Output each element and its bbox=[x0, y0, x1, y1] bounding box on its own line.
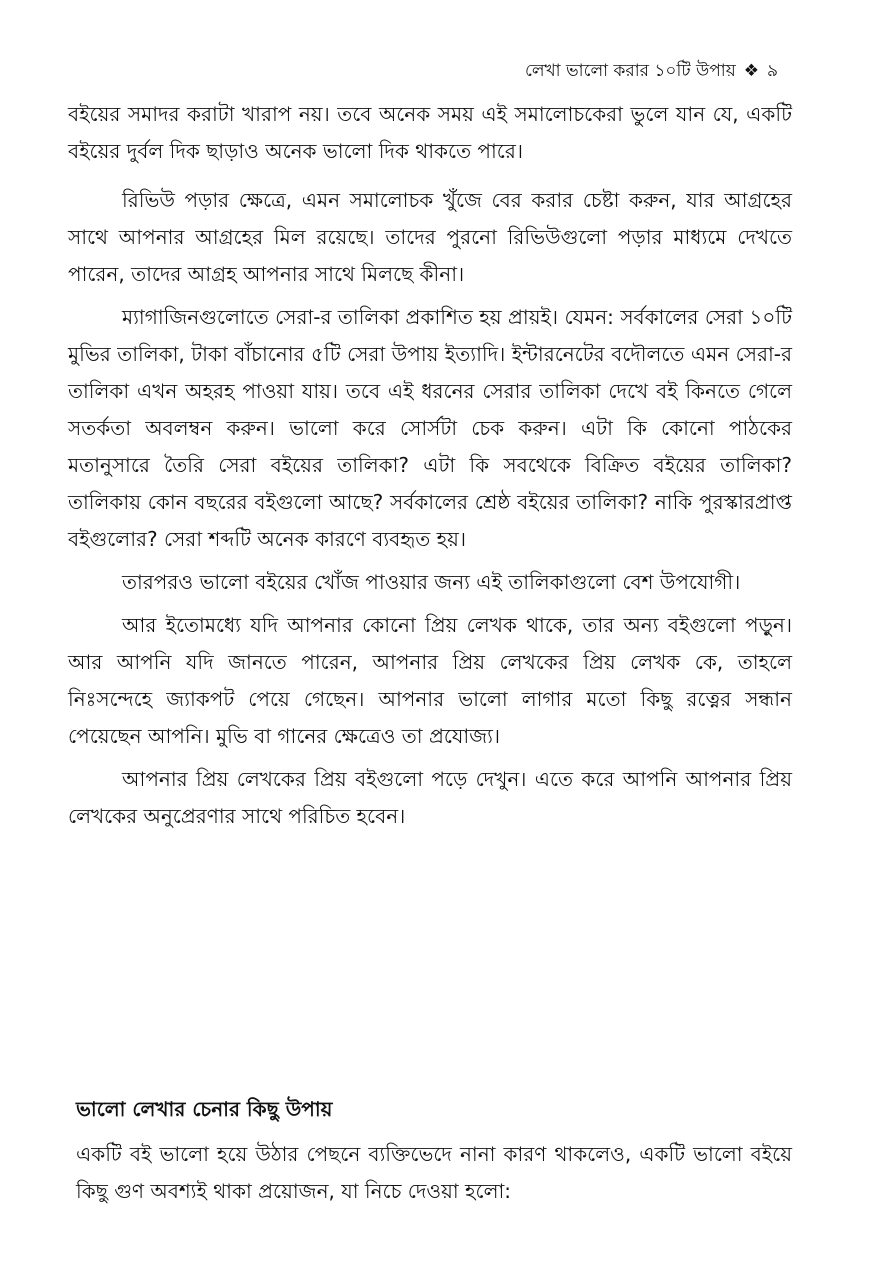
paragraph-1: বইয়ের সমাদর করাটা খারাপ নয়। তবে অনেক সময় এই সমালোচকেরা ভুলে যান যে, একটি বইয়ের দুর্বল দিক ছাড়াও অনেক ভালো দিক থাকতে পারে। bbox=[68, 102, 792, 163]
section-text bbox=[76, 1136, 792, 1210]
section-paragraph: একটি বই ভালো হয়ে উঠার পেছনে ব্যক্তিভেদে নানা কারণ থাকলেও, একটি ভালো বইয়ে কিছু গুণ অবশ্যই থাকা প্রয়োজন, যা নিচে দেওয়া হলো: bbox=[76, 1142, 792, 1203]
page-number: ৯ bbox=[766, 61, 778, 81]
paragraph-4: তারপরও ভালো বইয়ের খোঁজ পাওয়ার জন্য এই তালিকাগুলো বেশ উপযোগী। bbox=[122, 570, 741, 594]
paragraph-5: আর ইতোমধ্যে যদি আপনার কোনো প্রিয় লেখক থাকে, তার অন্য বইগুলো পড়ুন। আর আপনি যদি জানতে পারেন, আপনার প্রিয় লেখকের প্রিয় লেখক কে, তাহলে নিঃসন্দেহে জ্যাকপট পেয়ে গেছেন। আপনার ভালো লাগার মতো কিছু রত্নের সন্ধান পেয়েছেন আপনি। মুভি বা গানের ক্ষেত্রেও তা প্রযোজ্য। bbox=[68, 613, 792, 748]
paragraph-3: ম্যাগাজিনগুলোতে সেরা-র তালিকা প্রকাশিত হয় প্রায়ই। যেমন: সর্বকালের সেরা ১০টি মুভির তালিকা, টাকা বাঁচানোর ৫টি সেরা উপায় ইত্যাদি। ইন্টারনেটের বদৌলতে এমন সেরা-র তালিকা এখন অহরহ পাওয়া যায়। তবে এই ধরনের সেরার তালিকা দেখে বই কিনতে গেলে সতর্কতা অবলম্বন করুন। ভালো করে সোর্সটা চেক করুন। এটা কি কোনো পাঠকের মতানুসারে তৈরি সেরা বইয়ের তালিকা? এটা কি সবথেকে বিক্রিত বইয়ের তালিকা? তালিকায় কোন বছরের বইগুলো আছে? সর্বকালের শ্রেষ্ঠ বইয়ের তালিকা? নাকি পুরস্কারপ্রাপ্ত বইগুলোর? সেরা শব্দটি অনেক কারণে ব্যবহৃত হয়। bbox=[68, 305, 792, 551]
header-book-title: লেখা ভালো করার ১০টি উপায় bbox=[524, 61, 736, 81]
body-text bbox=[68, 96, 792, 841]
section-heading: ভালো লেখার চেনার কিছু উপায় bbox=[76, 1097, 333, 1121]
paragraph-6: আপনার প্রিয় লেখকের প্রিয় বইগুলো পড়ে দেখুন। এতে করে আপনি আপনার প্রিয় লেখকের অনুপ্রেরণার সাথে পরিচিত হবেন। bbox=[68, 767, 792, 828]
header-separator-icon: ❖ bbox=[743, 61, 759, 81]
running-header bbox=[525, 58, 778, 84]
paragraph-2: রিভিউ পড়ার ক্ষেত্রে, এমন সমালোচক খুঁজে বের করার চেষ্টা করুন, যার আগ্রহের সাথে আপনার আগ্রহের মিল রয়েছে। তাদের পুরনো রিভিউগুলো পড়ার মাধ্যমে দেখতে পারেন, তাদের আগ্রহ আপনার সাথে মিলছে কীনা। bbox=[68, 188, 792, 286]
